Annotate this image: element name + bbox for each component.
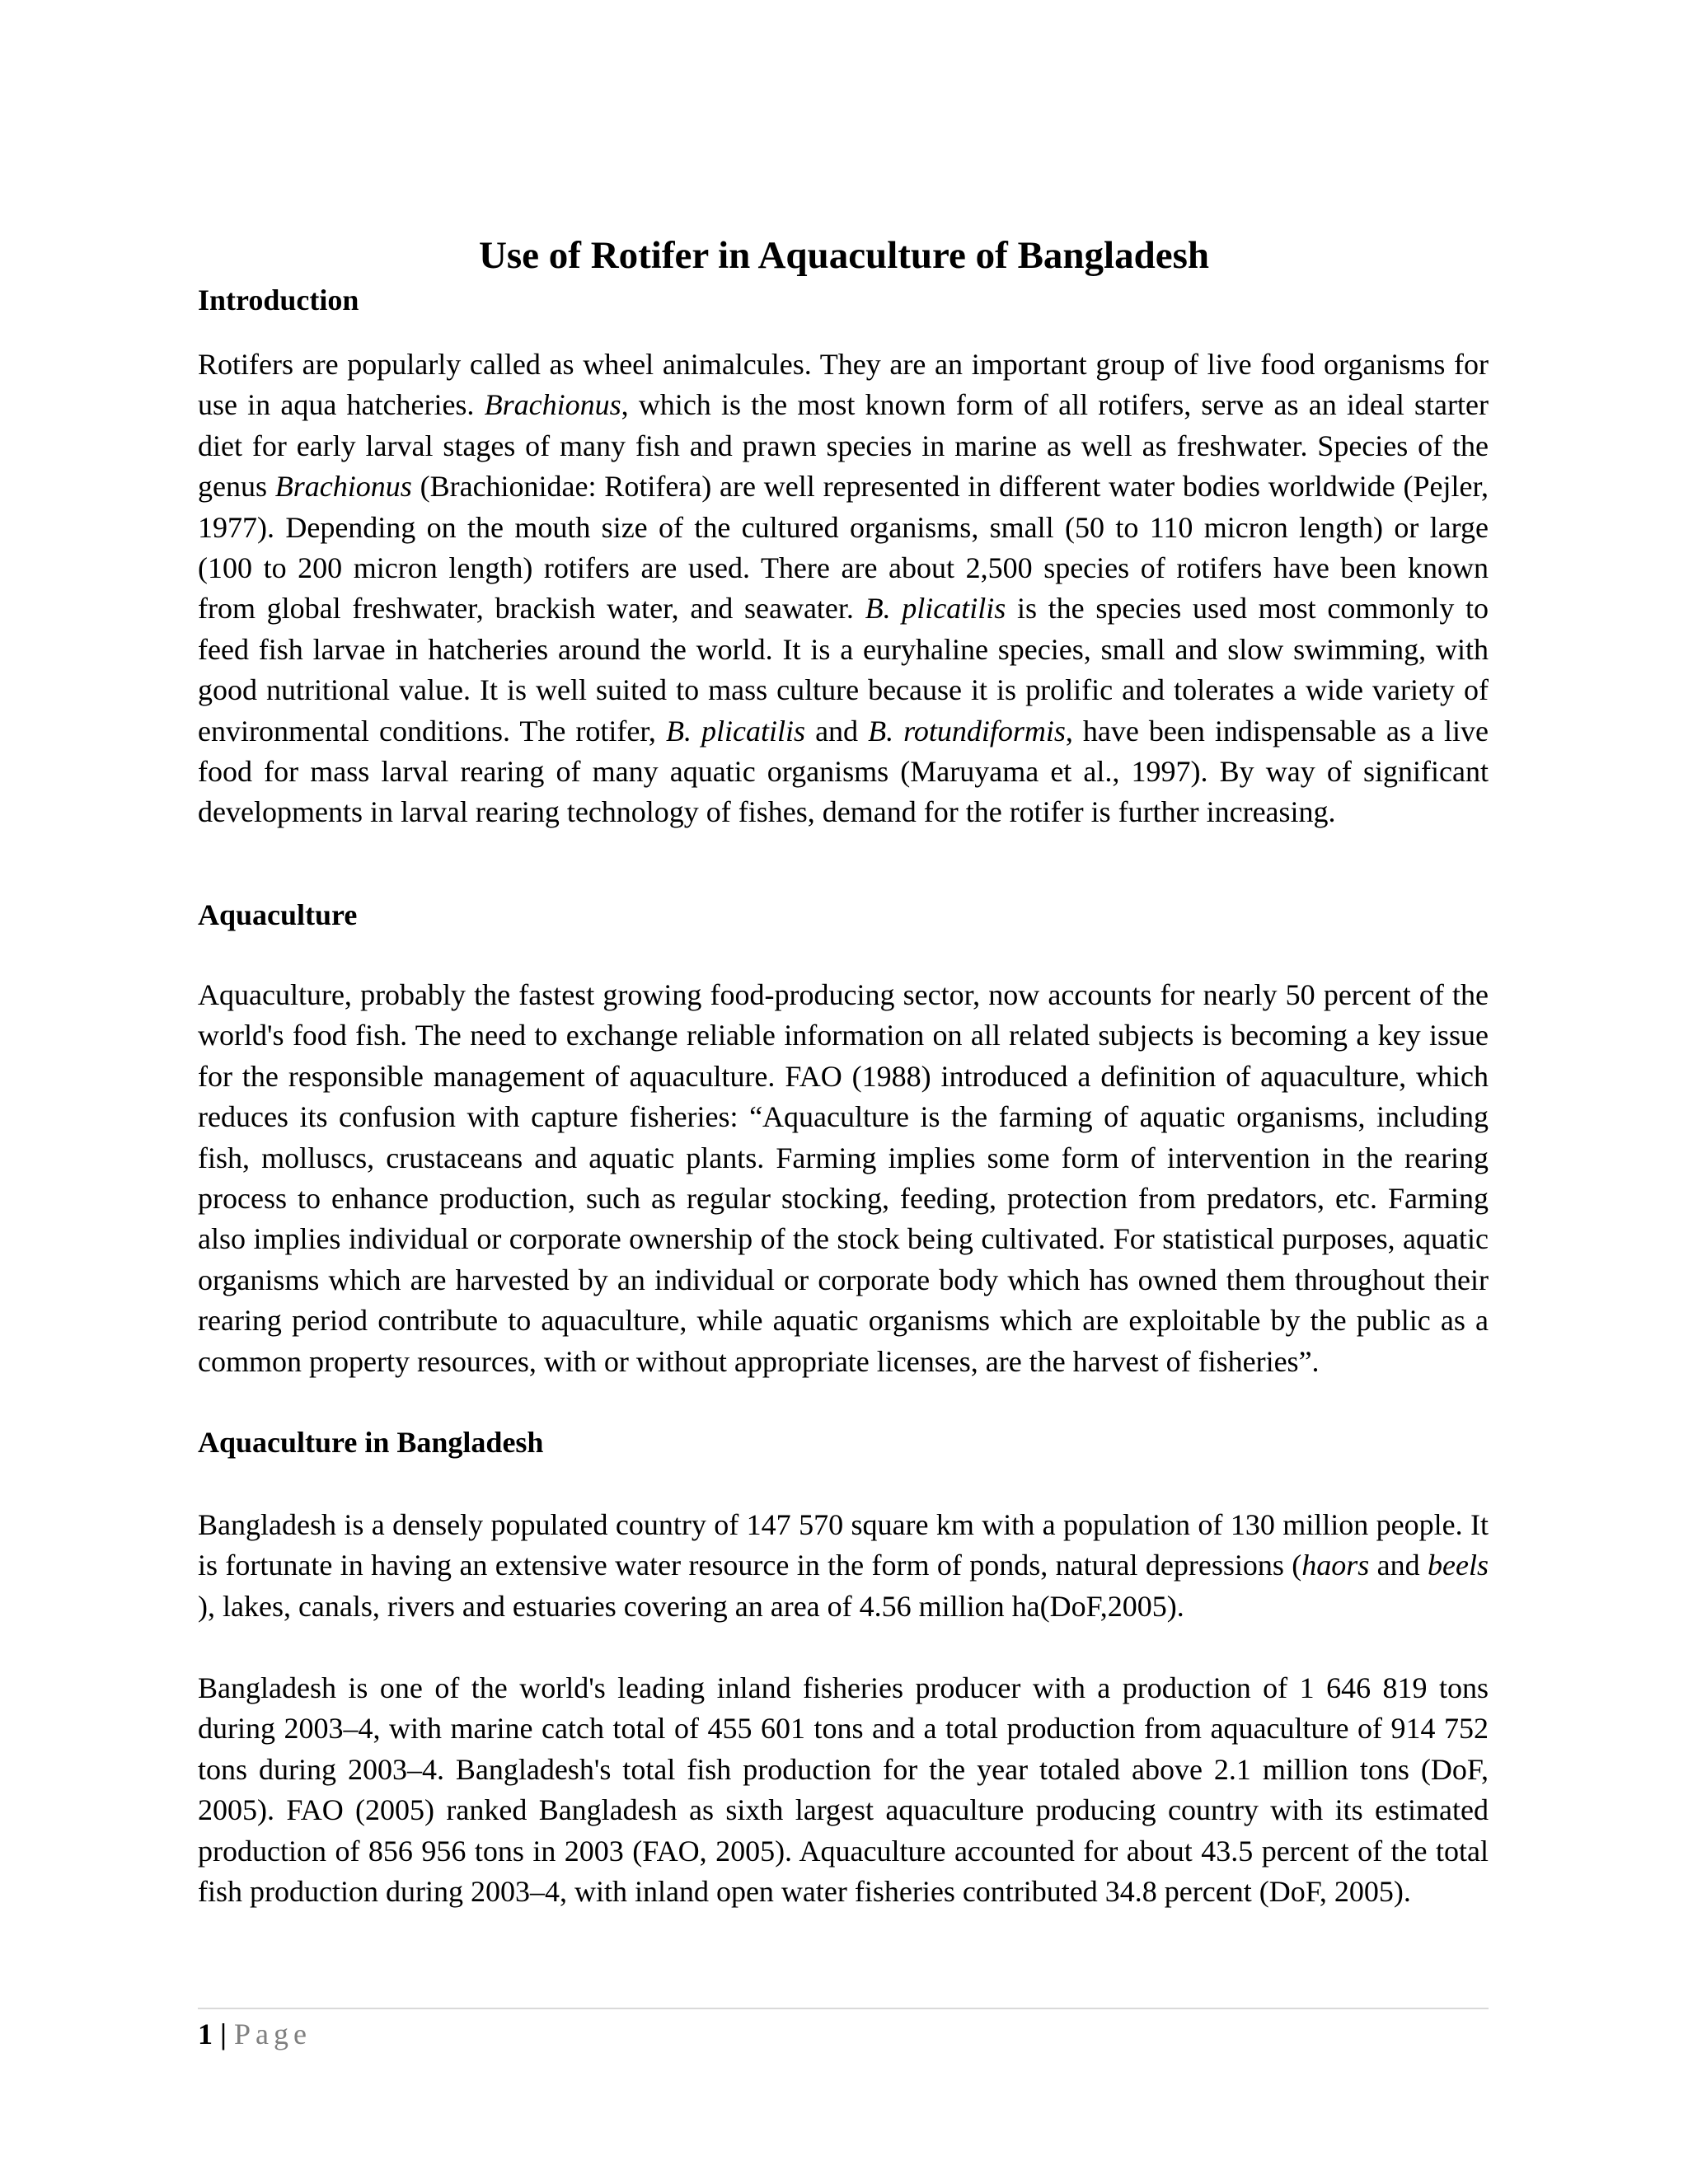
document-title: Use of Rotifer in Aquaculture of Bangladesh xyxy=(478,234,1210,277)
italic-term: haors xyxy=(1301,1549,1370,1582)
page-footer xyxy=(198,2014,312,2054)
paragraph-text: Aquaculture, probably the fastest growing food-producing sector, now accounts for nearly 50 percent of the world's food fish. The need to exchange reliable information on all related subjects is becoming a key issue for the responsible management of aquaculture. FAO (1988) introduced a definition of aquaculture, which reduces its confusion with capture fisheries: “Aquaculture is the farming of aquatic organisms, including fish, molluscs, crustaceans and aquatic plants. Farming implies some form of intervention in the rearing process to enhance production, such as regular stocking, feeding, protection from predators, etc. Farming also implies individual or corporate ownership of the stock being cultivated. For statistical purposes, aquatic organisms which are harvested by an individual or corporate body which has owned them throughout their rearing period contribute to aquaculture, while aquatic organisms which are exploitable by the public as a common property resources, with or without appropriate licenses, are the harvest of fisheries”. xyxy=(198,978,1489,1378)
section-heading-aquaculture-in-bangladesh: Aquaculture in Bangladesh xyxy=(198,1426,544,1459)
footer-separator: | xyxy=(220,2018,227,2050)
section-paragraph xyxy=(198,1505,1489,1627)
section-heading-introduction: Introduction xyxy=(198,284,359,316)
italic-term: beels xyxy=(1428,1549,1489,1582)
paragraph-text: , have been indispensable as a live food for mass larval rearing of many aquatic organisms (Maruyama et al., 1997). By way of significant developments in larval rearing technology of fishes, demand for the rotifer is further increasing. xyxy=(198,714,1489,829)
paragraph-text: and xyxy=(1369,1549,1428,1582)
italic-term: B. rotundiformis xyxy=(868,714,1066,748)
italic-term: B. plicatilis xyxy=(665,714,806,748)
paragraph-text: Bangladesh is one of the world's leading inland fisheries producer with a production of 1 646 819 tons during 2003–4, with marine catch total of 455 601 tons and a total production from aquaculture of 914 752 tons during 2003–4. Bangladesh's total fish production for the year totaled above 2.1 million tons (DoF, 2005). FAO (2005) ranked Bangladesh as sixth largest aquaculture producing country with its estimated production of 856 956 tons in 2003 (FAO, 2005). Aquaculture accounted for about 43.5 percent of the total fish production during 2003–4, with inland open water fisheries contributed 34.8 percent (DoF, 2005). xyxy=(198,1671,1489,1909)
paragraph-text: Rotifers are popularly called as wheel animalcules. They are an important group of live food organisms for use in aqua hatcheries. xyxy=(198,348,1489,422)
paragraph-text: , which is the most known form of all rotifers, serve as an ideal starter diet for early larval stages of many fish and prawn species in marine as well as freshwater. Species of the genus xyxy=(198,388,1489,504)
paragraph-text: Bangladesh is a densely populated country of 147 570 square km with a population of 130 million people. It is fortunate in having an extensive water resource in the form of ponds, natural depressions ( xyxy=(198,1508,1489,1582)
section-heading-aquaculture: Aquaculture xyxy=(198,898,358,931)
italic-term: Brachionus xyxy=(484,388,621,422)
italic-term: Brachionus xyxy=(274,470,412,504)
paragraph-text: (Brachionidae: Rotifera) are well represented in different water bodies worldwide (Pejler, 1977). Depending on the mouth size of the cultured organisms, small (50 to 110 micron length) or large (100 to 200 micron length) rotifers are used. There are about 2,500 species of rotifers have been known from global freshwater, brackish water, and seawater. xyxy=(198,470,1489,626)
footer-divider xyxy=(198,2008,1489,2009)
section-paragraph xyxy=(198,344,1489,833)
page-label: Page xyxy=(233,2018,312,2050)
paragraph-text: is the species used most commonly to feed fish larvae in hatcheries around the world. It is a euryhaline species, small and slow swimming, with good nutritional value. It is well suited to mass culture because it is prolific and tolerates a wide variety of environmental conditions. The rotifer, xyxy=(198,592,1489,748)
page-number: 1 xyxy=(198,2018,213,2050)
section-paragraph xyxy=(198,1668,1489,1912)
section-paragraph xyxy=(198,975,1489,1382)
paragraph-text: ), lakes, canals, rivers and estuaries covering an area of 4.56 million ha(DoF,2005). xyxy=(198,1589,1184,1623)
paragraph-text: and xyxy=(805,714,869,748)
italic-term: B. plicatilis xyxy=(865,592,1006,626)
